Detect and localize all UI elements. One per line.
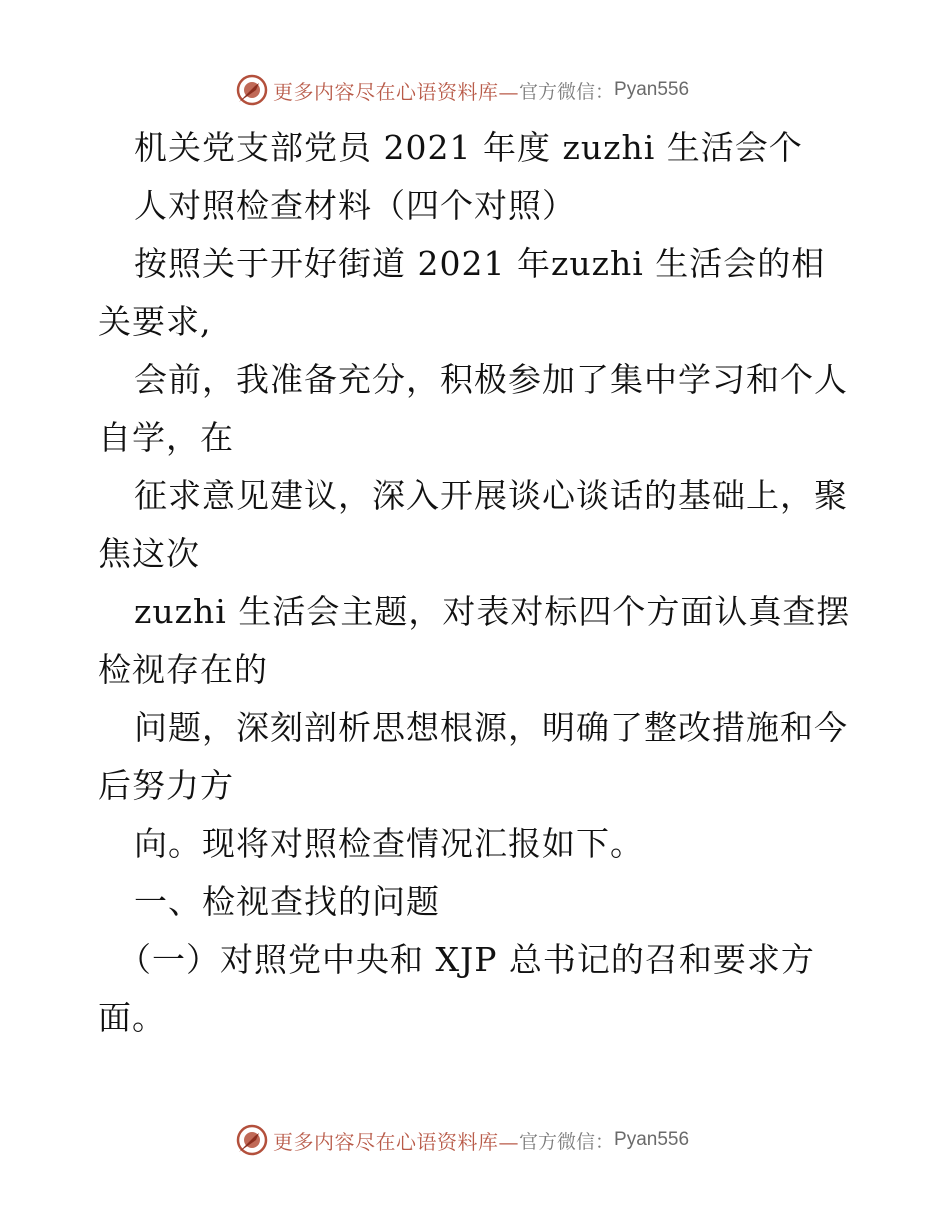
paragraph-3-line-2: 焦这次 <box>98 534 200 573</box>
paragraph-5-line-1: 问题，深刻剖析思想根源，明确了整改措施和今 <box>134 708 848 747</box>
footer-banner <box>235 1122 689 1158</box>
header-banner <box>235 72 689 108</box>
banner-text: 更多内容尽在心语资料库— <box>273 79 519 104</box>
paragraph-3-line-1: 征求意见建议，深入开展谈心谈话的基础上，聚 <box>134 476 848 515</box>
document-title-line-2: 人对照检查材料（四个对照） <box>134 186 576 225</box>
banner-wechat-label: 官方微信： <box>519 1130 615 1153</box>
subsection-1-line-1: （一）对照党中央和 XJP 总书记的召和要求方 <box>118 940 815 979</box>
paragraph-2-line-1: 会前，我准备充分，积极参加了集中学习和个人 <box>134 360 848 399</box>
section-heading-1: 一、检视查找的问题 <box>134 882 440 921</box>
paragraph-6-line-1: 向。现将对照检查情况汇报如下。 <box>134 824 644 863</box>
paragraph-2-line-2: 自学，在 <box>98 418 234 457</box>
banner-wechat-id: Pyan556 <box>614 79 690 100</box>
pen-logo-icon <box>235 73 269 107</box>
paragraph-1-line-1: 按照关于开好街道 2021 年zuzhi 生活会的相 <box>134 244 826 283</box>
paragraph-1-line-2: 关要求, <box>98 302 212 341</box>
banner-wechat-id: Pyan556 <box>614 1129 690 1150</box>
banner-wechat-label: 官方微信： <box>519 80 615 103</box>
pen-logo-icon <box>235 1123 269 1157</box>
banner-text: 更多内容尽在心语资料库— <box>273 1129 519 1154</box>
paragraph-4-line-2: 检视存在的 <box>98 650 268 689</box>
subsection-1-line-2: 面。 <box>98 998 166 1037</box>
paragraph-4-line-1: zuzhi 生活会主题，对表对标四个方面认真查摆 <box>134 592 851 631</box>
document-title-line-1: 机关党支部党员 2021 年度 zuzhi 生活会个 <box>134 128 803 167</box>
paragraph-5-line-2: 后努力方 <box>98 766 234 805</box>
